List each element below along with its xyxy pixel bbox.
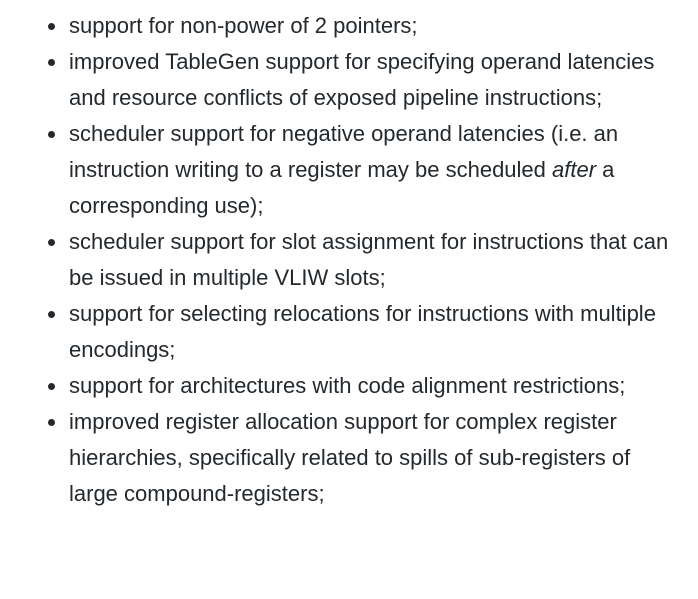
list-item-text: scheduler support for negative operand latencies (i.e. an instruction writing to a register may be scheduled xyxy=(69,121,619,182)
list-item-text: a corresponding use); xyxy=(69,157,615,218)
list-item xyxy=(0,44,698,116)
bullet-icon xyxy=(48,131,55,138)
list-item xyxy=(0,296,698,368)
list-item xyxy=(0,224,698,296)
emphasis-text: after xyxy=(552,157,597,182)
bullet-icon xyxy=(48,311,55,318)
list-item xyxy=(0,116,698,224)
list-item-text: scheduler support for slot assignment for instructions that can be issued in multiple VLIW slots; xyxy=(69,229,669,290)
list-item xyxy=(0,8,698,44)
document-content xyxy=(0,8,698,512)
bullet-icon xyxy=(48,383,55,390)
bullet-icon xyxy=(48,59,55,66)
bullet-icon xyxy=(48,23,55,30)
list-item-text: improved register allocation support for complex register hierarchies, specifically related to spills of sub-registers of large compound-registers; xyxy=(69,409,631,506)
list-item-text: support for non-power of 2 pointers; xyxy=(69,13,418,38)
list-item-text: support for selecting relocations for instructions with multiple encodings; xyxy=(69,301,656,362)
list-item-text: support for architectures with code alignment restrictions; xyxy=(69,373,626,398)
list-item xyxy=(0,368,698,404)
feature-list xyxy=(0,8,698,512)
bullet-icon xyxy=(48,419,55,426)
bullet-icon xyxy=(48,239,55,246)
list-item-text: improved TableGen support for specifying operand latencies and resource conflicts of exposed pipeline instructions; xyxy=(69,49,655,110)
list-item xyxy=(0,404,698,512)
